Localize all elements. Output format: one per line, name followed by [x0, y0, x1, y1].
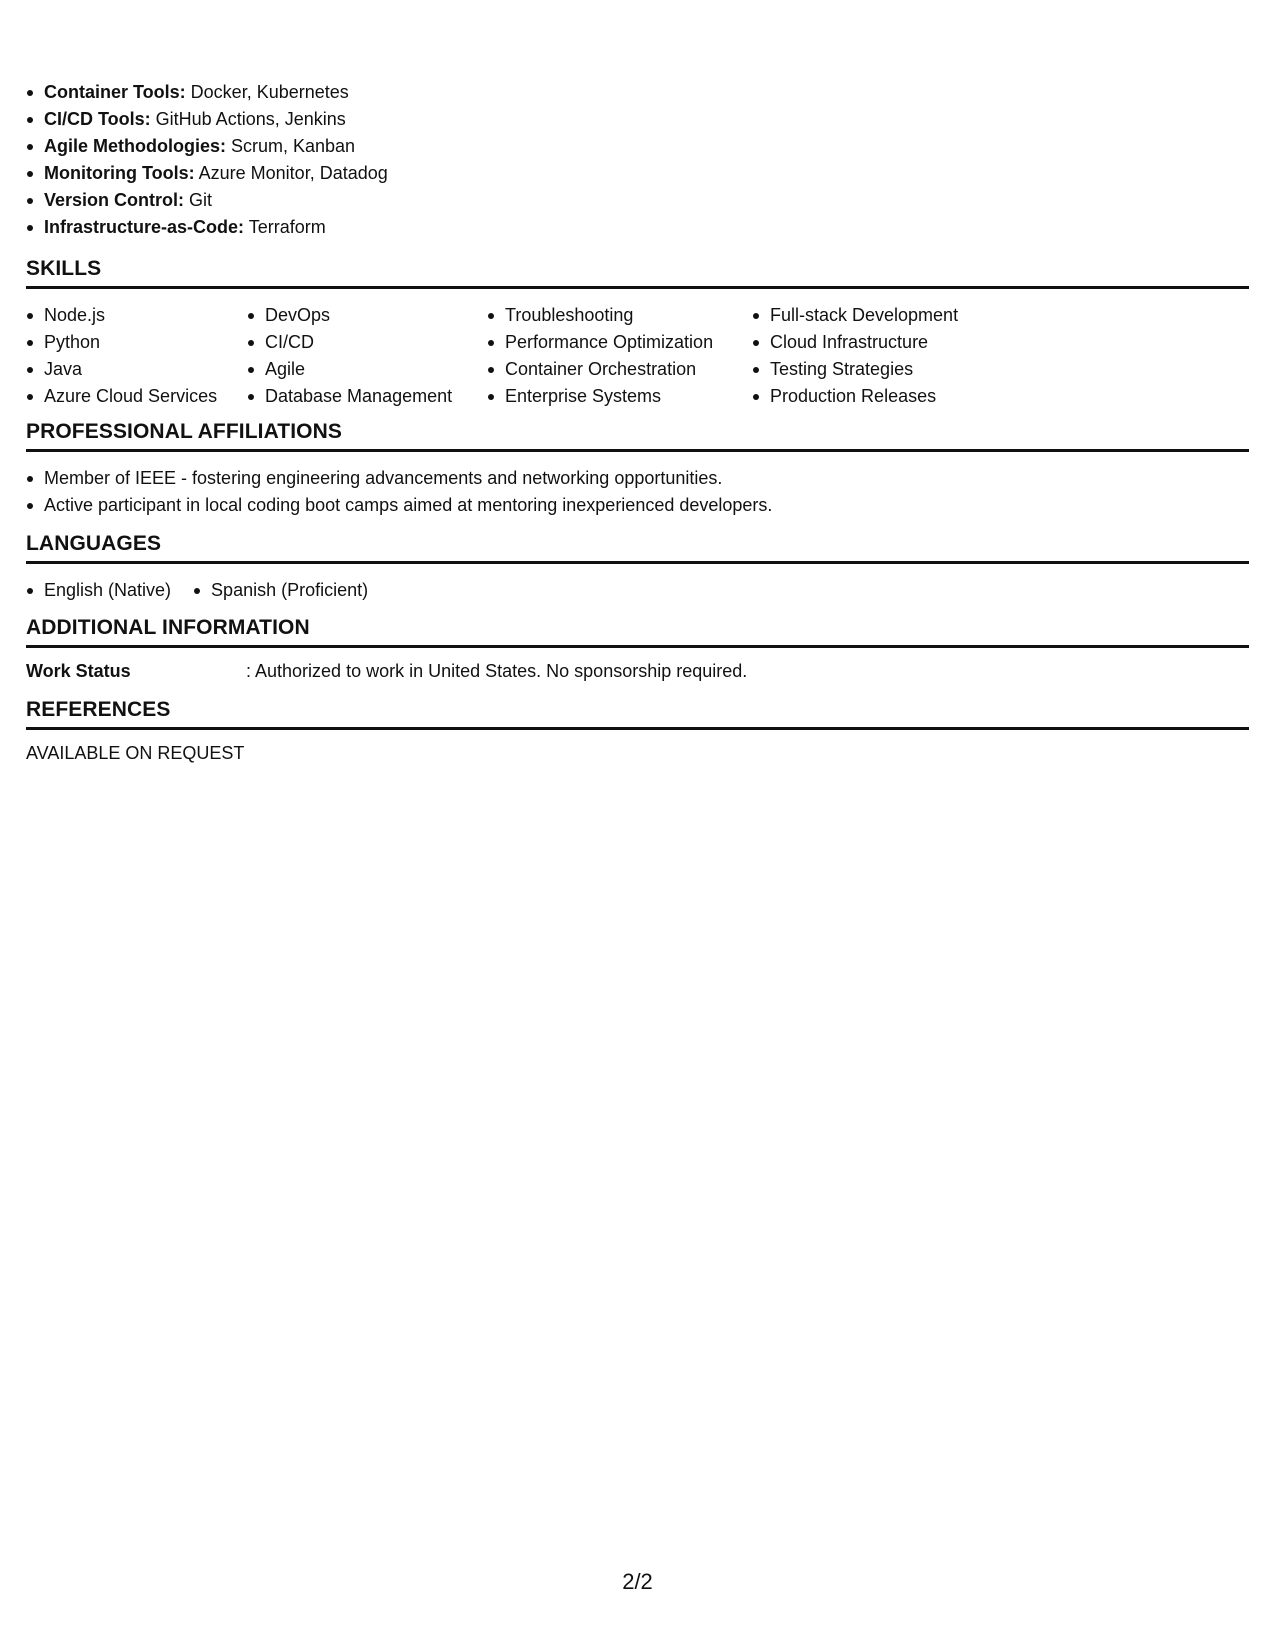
list-item: [26, 160, 388, 187]
skill-item: Python: [26, 329, 247, 356]
additional-info-heading: ADDITIONAL INFORMATION: [26, 615, 1249, 648]
tool-value: Scrum, Kanban: [226, 136, 356, 156]
skill-item: Agile: [247, 356, 487, 383]
skill-item: Container Orchestration: [487, 356, 752, 383]
list-item: [26, 106, 388, 133]
tool-label: Monitoring Tools:: [44, 163, 195, 183]
list-item: [26, 79, 388, 106]
list-item: Active participant in local coding boot camps aimed at mentoring inexperienced developers.: [26, 492, 772, 519]
list-item: [26, 187, 388, 214]
tool-value: Terraform: [244, 217, 326, 237]
tool-value: Git: [184, 190, 213, 210]
skills-column-4: [752, 302, 1012, 410]
list-item: Member of IEEE - fostering engineering advancements and networking opportunities.: [26, 465, 772, 492]
skill-item: Troubleshooting: [487, 302, 752, 329]
skill-item: Azure Cloud Services: [26, 383, 247, 410]
tool-label: CI/CD Tools:: [44, 109, 151, 129]
tool-label: Version Control:: [44, 190, 185, 210]
skill-item: Full-stack Development: [752, 302, 1012, 329]
list-item: Spanish (Proficient): [193, 577, 368, 604]
skill-item: Enterprise Systems: [487, 383, 752, 410]
tool-label: Agile Methodologies:: [44, 136, 226, 156]
skills-column-2: [247, 302, 487, 410]
references-text: AVAILABLE ON REQUEST: [26, 743, 245, 763]
languages-list: [26, 577, 390, 604]
skill-item: CI/CD: [247, 329, 487, 356]
work-status-value: : Authorized to work in United States. No sponsorship required.: [246, 661, 748, 681]
tools-list: [26, 79, 388, 241]
list-item: [26, 214, 388, 241]
list-item: [26, 133, 388, 160]
skill-item: Database Management: [247, 383, 487, 410]
work-status-label: Work Status: [26, 661, 131, 681]
tool-value: Azure Monitor, Datadog: [194, 163, 388, 183]
skills-column-3: [487, 302, 752, 410]
skill-item: Testing Strategies: [752, 356, 1012, 383]
work-status-row: [26, 659, 747, 683]
skills-column-1: [26, 302, 247, 410]
languages-heading: LANGUAGES: [26, 531, 1249, 564]
skills-grid: [26, 302, 1012, 410]
affiliations-heading: PROFESSIONAL AFFILIATIONS: [26, 419, 1249, 452]
tool-value: Docker, Kubernetes: [185, 82, 349, 102]
skill-item: Node.js: [26, 302, 247, 329]
tool-label: Container Tools:: [44, 82, 186, 102]
page-number: 2/2: [622, 1569, 653, 1594]
skill-item: Cloud Infrastructure: [752, 329, 1012, 356]
list-item: English (Native): [26, 577, 171, 604]
tool-value: GitHub Actions, Jenkins: [150, 109, 346, 129]
affiliations-list: [26, 465, 772, 519]
skills-heading: SKILLS: [26, 256, 1249, 289]
skill-item: Java: [26, 356, 247, 383]
skill-item: Production Releases: [752, 383, 1012, 410]
tool-label: Infrastructure-as-Code:: [44, 217, 245, 237]
skill-item: Performance Optimization: [487, 329, 752, 356]
references-heading: REFERENCES: [26, 697, 1249, 730]
skill-item: DevOps: [247, 302, 487, 329]
